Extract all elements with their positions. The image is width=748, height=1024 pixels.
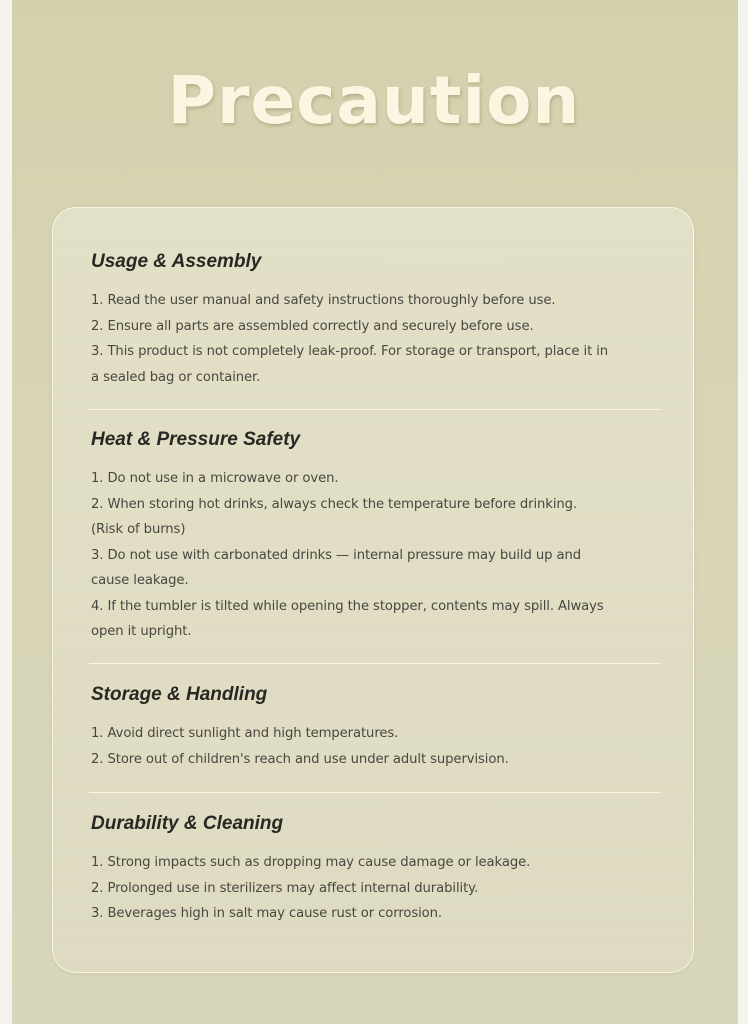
- precaution-item: 3. Beverages high in salt may cause rust or corrosion.: [91, 906, 442, 921]
- page-title: Precaution: [167, 62, 581, 139]
- section-usage-assembly: [91, 250, 661, 390]
- precaution-item: a sealed bag or container.: [91, 369, 261, 385]
- precaution-item: 1. Do not use in a microwave or oven.: [91, 471, 339, 486]
- precaution-list: [91, 466, 661, 645]
- section-heading: Durability & Cleaning: [91, 813, 284, 834]
- precaution-item: 2. Prolonged use in sterilizers may affect internal durability.: [91, 880, 479, 896]
- precaution-item: 3. This product is not completely leak-proof. For storage or transport, place it in: [91, 344, 609, 359]
- precaution-item: 4. If the tumbler is tilted while opening the stopper, contents may spill. Always: [91, 598, 604, 614]
- section-divider: [89, 409, 661, 410]
- precaution-item: cause leakage.: [91, 573, 189, 588]
- precaution-list: [91, 288, 661, 390]
- precaution-list: [91, 850, 661, 927]
- precaution-item: 1. Strong impacts such as dropping may cause damage or leakage.: [91, 855, 531, 870]
- precaution-card: [52, 207, 694, 973]
- section-heading: Storage & Handling: [91, 684, 268, 705]
- precaution-item: 2. Store out of children's reach and use under adult supervision.: [91, 751, 509, 767]
- section-divider: [89, 663, 661, 664]
- precaution-item: 2. When storing hot drinks, always check the temperature before drinking.: [91, 496, 578, 512]
- section-durability-cleaning: [91, 812, 661, 927]
- precaution-item: 2. Ensure all parts are assembled correctly and securely before use.: [91, 318, 534, 334]
- precaution-item: 1. Avoid direct sunlight and high temperatures.: [91, 726, 399, 741]
- precaution-item: 3. Do not use with carbonated drinks — internal pressure may build up and: [91, 547, 581, 563]
- section-heading: Usage & Assembly: [91, 251, 262, 272]
- section-divider: [89, 792, 661, 793]
- precaution-item: 1. Read the user manual and safety instructions thoroughly before use.: [91, 293, 556, 308]
- section-heat-pressure-safety: [91, 428, 661, 645]
- section-heading: Heat & Pressure Safety: [91, 429, 301, 450]
- precaution-item: (Risk of burns): [91, 522, 186, 537]
- section-storage-handling: [91, 683, 661, 772]
- precaution-item: open it upright.: [91, 624, 192, 639]
- precaution-list: [91, 721, 661, 772]
